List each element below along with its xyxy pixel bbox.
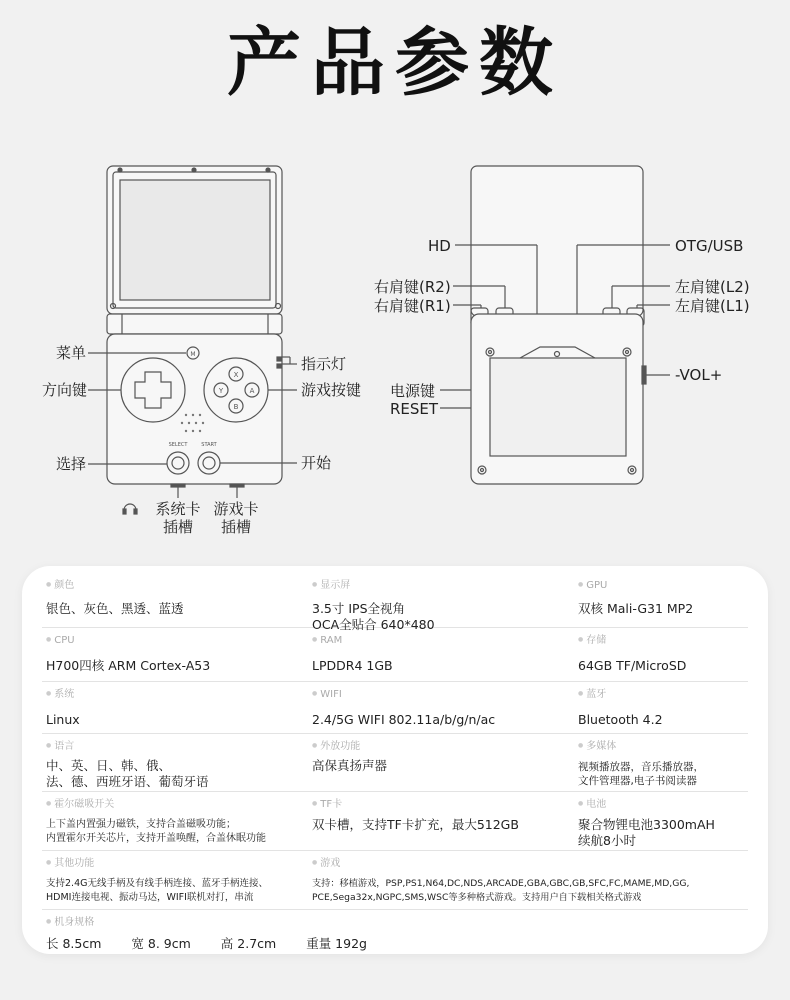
spec-key: ● 其他功能 [46,856,308,871]
spec-key: ● 颜色 [46,578,286,593]
spec-key: ● 机身规格 [46,915,646,930]
spec-key: ● 外放功能 [312,739,552,754]
spec-value: Bluetooth 4.2 [578,712,663,727]
spec-games [312,850,748,905]
spec-storage [578,627,753,674]
spec-key: ● TF卡 [312,797,552,812]
spec-key: ● RAM [312,633,552,648]
spec-row [42,850,748,910]
label-l2: 左肩键(L2) [675,278,750,296]
dim-height: 高 2.7cm [220,936,277,951]
spec-bluetooth [578,681,753,728]
spec-row [42,733,748,792]
spec-system [46,681,286,728]
spec-value: 支持2.4G无线手柄及有线手柄连接、蓝牙手柄连接、 HDMI连接电视、振动马达，WIFI联机对打，串流 [46,878,268,903]
spec-body-size [46,909,646,952]
spec-value: 高保真扬声器 [312,758,388,773]
page-title: 产品参数 [227,20,563,106]
spec-value: 上下盖内置强力磁铁，支持合盖磁吸功能； 内置霍尔开关芯片，支持开盖唤醒，合盖休眠功能 [46,819,266,844]
spec-value: 中、英、日、韩、俄、 法、德、西班牙语、葡萄牙语 [46,758,209,789]
spec-card [22,566,768,954]
svg-text:M: M [190,351,196,358]
spec-key: ● 电池 [578,797,753,812]
spec-ram [312,627,552,674]
spec-key: ● GPU [578,578,753,593]
spec-other-features [46,850,308,905]
svg-text:B: B [233,403,239,411]
label-dpad: 方向键 [42,381,88,399]
spec-multimedia [578,733,753,788]
spec-key: ● 霍尔磁吸开关 [46,797,306,812]
spec-hall-switch [46,791,306,846]
spec-value: H700四核 ARM Cortex-A53 [46,658,211,673]
spec-wifi [312,681,552,728]
spec-value: 视频播放器，音乐播放器， 文件管理器,电子书阅读器 [578,761,704,787]
label-r2: 右肩键(R2) [374,278,451,296]
front-view-device [107,166,282,487]
spec-row [42,681,748,734]
label-power: 电源键 [390,382,436,400]
spec-value: 聚合物锂电池3300mAH 续航8小时 [578,817,715,848]
select-print: SELECT [168,442,188,448]
spec-key: ● 显示屏 [312,578,552,593]
spec-key: ● 蓝牙 [578,687,753,702]
start-print: START [201,442,217,448]
label-game-buttons: 游戏按键 [301,381,362,399]
label-select: 选择 [56,455,87,473]
spec-key: ● WIFI [312,687,552,702]
spec-value: 2.4/5G WIFI 802.11a/b/g/n/ac [312,712,496,727]
spec-value: 双核 Mali-G31 MP2 [578,601,694,616]
label-system-card-slot: 系统卡 插槽 [155,500,201,536]
spec-language [46,733,286,790]
dim-length: 长 8.5cm [46,936,102,951]
spec-row [42,791,748,851]
battery-cover [490,358,626,456]
label-start: 开始 [301,454,332,472]
svg-text:A: A [249,387,255,395]
spec-value: Linux [46,712,80,727]
spec-key: ● 游戏 [312,856,748,871]
spec-value: 支持：移植游戏，PSP,PS1,N64,DC,NDS,ARCADE,GBA,GBC,GB,SFC,FC,MAME,MD,GG, PCE,Sega32x,NGPC,SMS,WSC等多种格式游戏。支持用户自下载相关格式游戏 [312,878,690,903]
screen [120,180,270,300]
back-view-device [471,166,646,484]
label-reset: RESET [390,400,439,418]
label-indicator: 指示灯 [301,355,347,373]
spec-row [42,909,748,951]
spec-row [42,572,748,632]
label-r1: 右肩键(R1) [374,297,451,315]
spec-value: 双卡槽，支持TF卡扩充，最大512GB [312,817,519,832]
spec-display [312,572,552,633]
spec-tf-card [312,791,552,833]
svg-text:Y: Y [218,387,224,395]
spec-key: ● 多媒体 [578,739,753,754]
label-menu: 菜单 [56,344,87,362]
svg-text:X: X [233,371,239,379]
spec-value: 银色、灰色、黑透、蓝透 [46,601,184,616]
spec-dimensions [46,936,646,952]
spec-color [46,572,286,617]
spec-speaker [312,733,552,774]
label-game-card-slot: 游戏卡 插槽 [213,500,259,536]
label-otg-usb: OTG/USB [675,237,744,255]
spec-key: ● 系统 [46,687,286,702]
label-vol: -VOL+ [675,366,723,384]
spec-gpu [578,572,753,617]
spec-value: 64GB TF/MicroSD [578,658,687,673]
spec-row [42,627,748,682]
spec-value: 3.5寸 IPS全视角 OCA全贴合 640*480 [312,601,435,632]
spec-key: ● CPU [46,633,286,648]
spec-cpu [46,627,286,674]
spec-value: LPDDR4 1GB [312,658,393,673]
spec-key: ● 存储 [578,633,753,648]
spec-key: ● 语言 [46,739,286,754]
spec-battery [578,791,753,849]
dim-weight: 重量 192g [306,936,367,951]
dim-width: 宽 8. 9cm [131,936,191,951]
label-l1: 左肩键(L1) [675,297,750,315]
label-hd: HD [428,237,451,255]
